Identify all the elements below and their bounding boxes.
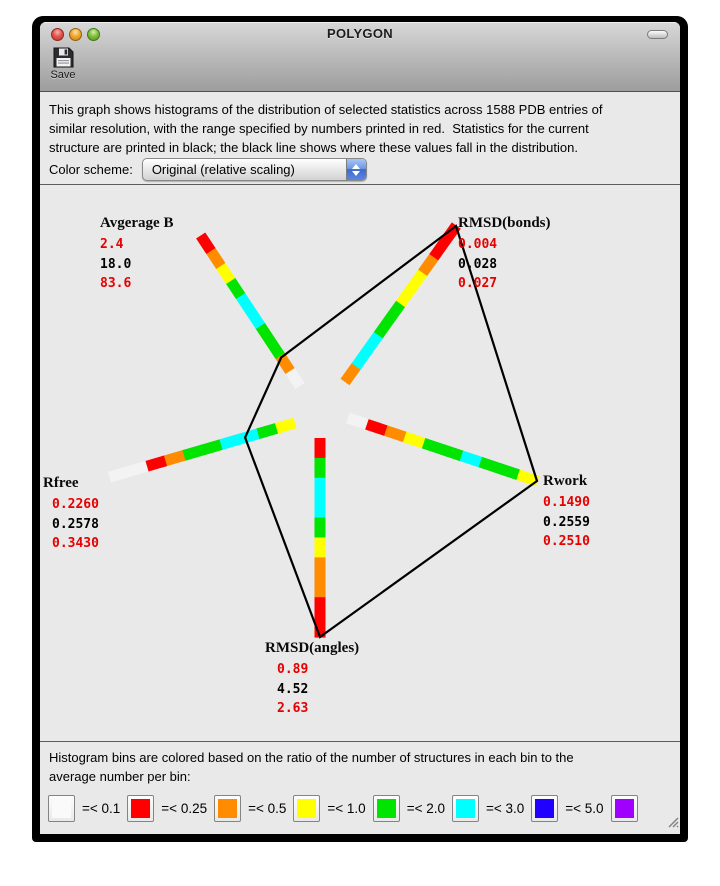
histogram-bin [315,458,326,479]
histogram-bin [315,438,326,459]
histogram-bin [315,557,326,578]
axis-histogram-average-b [196,232,304,389]
histogram-bin [126,461,148,477]
axis-histogram-rfree [108,418,297,483]
axis-max-rfree: 0.3430 [52,536,99,551]
histogram-bin [479,457,502,474]
stat-block-rmsd-bonds [458,215,551,294]
legend-swatch-3 [293,795,320,822]
axis-max-rmsd-angles: 2.63 [277,701,309,716]
color-scheme-row [49,158,367,181]
resize-grip[interactable] [665,814,679,833]
plot-area [40,185,680,742]
axis-label-rfree: Rfree [43,475,79,491]
toolbar [40,46,680,92]
axis-label-average-b: Avgerage B [100,215,174,231]
axis-current-rmsd-angles: 4.52 [277,681,309,697]
color-scheme-label: Color scheme: [49,162,133,177]
legend-swatch-0 [48,795,75,822]
titlebar[interactable] [40,22,680,46]
legend-section [40,742,680,834]
axis-max-rwork: 0.2510 [543,534,590,549]
axis-min-rfree: 0.2260 [52,497,99,512]
histogram-bin [315,478,326,499]
popup-arrows-icon [346,159,366,180]
histogram-bin [315,498,326,519]
axis-current-average-b: 18.0 [100,256,132,272]
axis-histogram-rmsd-bonds [341,222,461,385]
histogram-bin [346,413,369,430]
stat-block-rwork [543,473,590,552]
legend-label-3: =< 1.0 [327,801,366,816]
axis-label-rmsd-angles: RMSD(angles) [265,640,360,656]
legend-swatch-6 [531,795,558,822]
histogram-bin [403,432,426,449]
axis-current-rfree: 0.2578 [52,516,99,532]
legend-row [48,795,638,822]
stat-block-average-b [100,215,173,294]
legend-label-6: =< 5.0 [565,801,604,816]
histogram-bin [384,425,407,442]
axis-current-rwork: 0.2559 [543,514,590,530]
legend-swatch-7 [611,795,638,822]
histogram-bin [219,434,241,450]
legend-swatch-4 [373,795,400,822]
histogram-bin [145,456,167,472]
legend-swatch-2 [214,795,241,822]
histogram-bin [497,463,520,480]
histogram-bin [441,444,464,461]
axis-histogram-rwork [346,413,539,487]
histogram-bin [315,597,326,618]
legend-label-5: =< 3.0 [485,801,525,816]
color-scheme-select[interactable] [142,158,367,181]
histogram-bin [274,418,296,434]
histogram-bin [315,518,326,539]
axis-min-rmsd-angles: 0.89 [277,662,309,677]
histogram-bin [422,438,445,455]
legend-label-2: =< 0.5 [248,801,287,816]
histogram-bin [460,451,483,468]
window-frame [32,16,688,842]
description-section [40,92,680,185]
save-floppy-icon [52,47,75,68]
stat-block-rfree [43,475,99,554]
axis-label-rmsd-bonds: RMSD(bonds) [458,215,551,231]
color-scheme-selected-value: Original (relative scaling) [151,162,295,177]
axis-min-average-b: 2.4 [100,237,124,252]
description-line-1: This graph shows histograms of the distribution of selected statistics across 1588 PDB entries of [49,102,603,117]
polygon-window [40,22,680,834]
legend-swatch-5 [452,795,479,822]
histogram-bin [315,577,326,598]
axis-max-average-b: 83.6 [100,276,132,291]
histogram-bin [108,466,130,482]
legend-label-0: =< 0.1 [82,801,121,816]
save-button-label: Save [50,69,76,81]
histogram-bin [365,419,388,436]
histogram-bin [200,439,222,455]
axis-histogram-rmsd-angles [315,438,326,638]
description-line-2: similar resolution, with the range specified by numbers printed in red. Statistics for the current [49,121,589,136]
histogram-bin [163,450,185,466]
toolbar-toggle-button[interactable] [647,30,668,39]
axis-current-rmsd-bonds: 0.028 [458,256,498,272]
histogram-bin [315,538,326,559]
stat-block-rmsd-angles [265,640,359,719]
description-line-3: structure are printed in black; the black line shows where these values fall in the distribution. [49,140,578,155]
window-chrome [40,22,680,92]
legend-label-4: =< 2.0 [406,801,445,816]
legend-label-1: =< 0.25 [161,801,208,816]
axis-max-rmsd-bonds: 0.027 [458,276,498,291]
axis-min-rmsd-bonds: 0.004 [458,237,498,252]
legend-swatch-1 [127,795,154,822]
histogram-bin [182,445,204,461]
axis-label-rwork: Rwork [543,473,588,489]
legend-text-line-1: Histogram bins are colored based on the ratio of the number of structures in each bin to the [49,750,574,765]
window-title: POLYGON [327,26,393,41]
legend-text-line-2: average number per bin: [49,769,191,784]
save-button[interactable] [46,47,80,89]
axis-min-rwork: 0.1490 [543,495,590,510]
histogram-bin [256,423,278,439]
